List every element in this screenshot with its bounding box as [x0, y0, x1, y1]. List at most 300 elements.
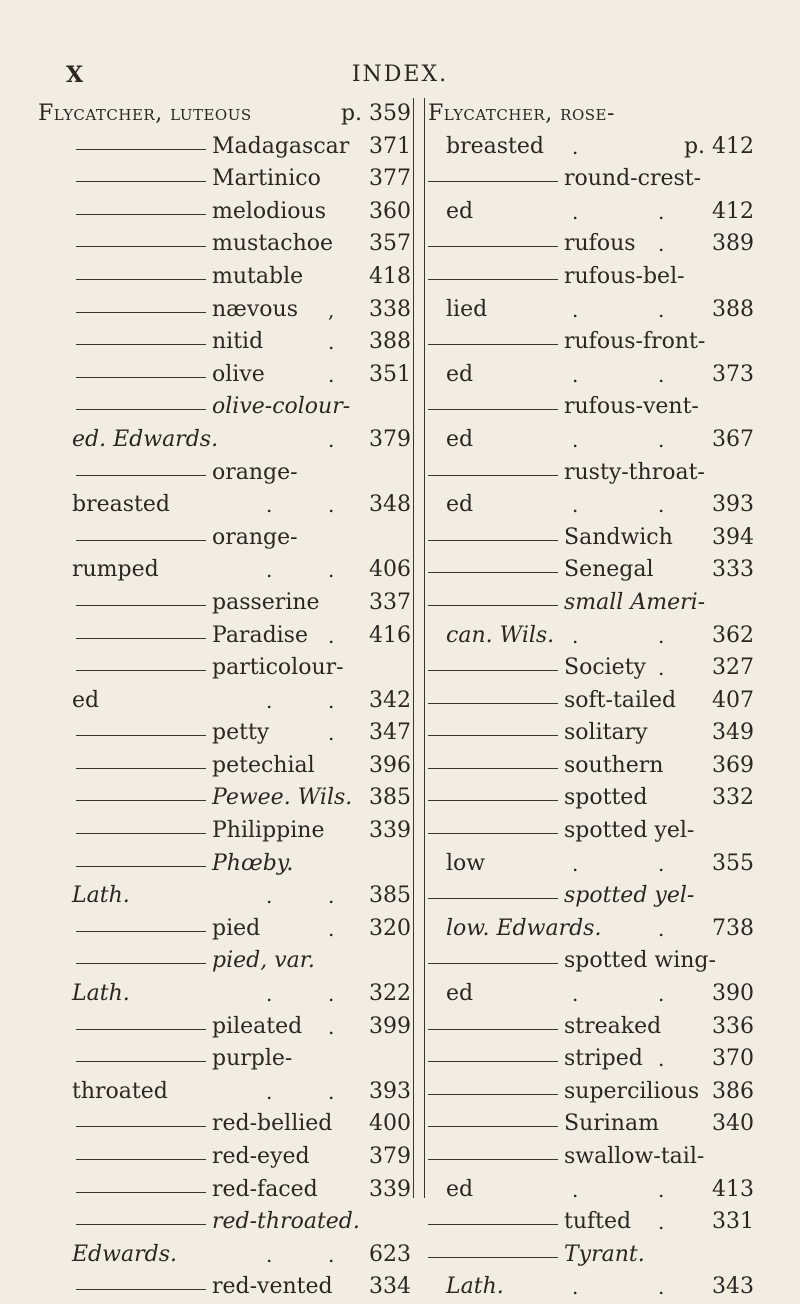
leader-dot: . — [328, 982, 335, 1007]
entry-term: Society — [564, 655, 646, 681]
page-number: 351 — [369, 361, 411, 387]
page-number: 337 — [369, 589, 411, 615]
ditto-dash — [428, 605, 558, 606]
leader-dot: . — [266, 493, 273, 518]
page-number: 343 — [712, 1274, 754, 1300]
entry-term: Lath. — [72, 883, 130, 909]
entry-term: Lath. — [446, 1274, 504, 1300]
leader-dot: . — [572, 199, 579, 224]
index-entry — [38, 750, 411, 783]
leader-dot: . — [328, 1242, 335, 1267]
ditto-dash — [428, 898, 558, 899]
page-number: 360 — [369, 198, 411, 224]
ditto-dash — [428, 1126, 558, 1127]
ditto-dash — [76, 214, 206, 215]
page-number: 367 — [712, 426, 754, 452]
page-number: 393 — [712, 492, 754, 518]
index-entry — [428, 587, 754, 620]
leader-dot: . — [328, 623, 335, 648]
page-number: 418 — [369, 263, 411, 289]
leader-dot: . — [658, 493, 665, 518]
leader-dot: . — [658, 232, 665, 257]
entry-term: ed — [446, 361, 474, 387]
entry-term: orange- — [212, 524, 298, 550]
index-entry — [38, 880, 411, 913]
page-number: 348 — [369, 492, 411, 518]
ditto-dash — [76, 246, 206, 247]
entry-term: olive-colour- — [212, 394, 351, 420]
entry-term: purple- — [212, 1046, 293, 1072]
ditto-dash — [428, 1029, 558, 1030]
entry-term: Senegal — [564, 557, 654, 583]
index-entry — [428, 98, 754, 131]
entry-term: ed — [446, 492, 474, 518]
ditto-dash — [76, 409, 206, 410]
entry-term: Edwards. — [72, 1241, 177, 1267]
ditto-dash — [428, 670, 558, 671]
index-entry — [428, 163, 754, 196]
page-number: 388 — [369, 329, 411, 355]
leader-dot: . — [266, 884, 273, 909]
entry-term: Philippine — [212, 818, 325, 844]
entry-term: pied, var. — [212, 948, 315, 974]
ditto-dash — [428, 409, 558, 410]
index-entry — [38, 424, 411, 457]
ditto-dash — [76, 1029, 206, 1030]
leader-dot: . — [658, 1210, 665, 1235]
page-number: 357 — [369, 231, 411, 257]
leader-dot: . — [328, 362, 335, 387]
ditto-dash — [76, 540, 206, 541]
index-entry — [428, 196, 754, 229]
leader-dot: . — [658, 982, 665, 1007]
entry-term: Martinico — [212, 166, 321, 192]
entry-term: spotted yel- — [564, 818, 695, 844]
leader-dot: . — [658, 427, 665, 452]
leader-dot: . — [328, 427, 335, 452]
page-number: 320 — [369, 915, 411, 941]
entry-term: Paradise — [212, 622, 308, 648]
index-entry — [428, 522, 754, 555]
index-entry — [428, 978, 754, 1011]
entry-term: Surinam — [564, 1111, 659, 1137]
leader-dot: . — [266, 982, 273, 1007]
index-entry — [38, 620, 411, 653]
entry-term: Flycatcher, rose- — [428, 101, 615, 126]
index-entry — [428, 1174, 754, 1207]
page-number: 369 — [712, 752, 754, 778]
entry-term: red-vented — [212, 1274, 333, 1300]
entry-term: nævous — [212, 296, 298, 322]
index-entry — [38, 1271, 411, 1304]
entry-term: rufous — [564, 231, 636, 257]
ditto-dash — [76, 800, 206, 801]
leader-dot: . — [572, 427, 579, 452]
leader-dot: . — [572, 623, 579, 648]
index-entry — [428, 652, 754, 685]
column-divider — [413, 98, 425, 1198]
index-entry — [38, 1206, 411, 1239]
page-number: 347 — [369, 720, 411, 746]
entry-term: rufous-front- — [564, 329, 706, 355]
entry-term: throated — [72, 1078, 168, 1104]
index-entry — [428, 1141, 754, 1174]
page-number: 373 — [712, 361, 754, 387]
index-entry — [38, 359, 411, 392]
leader-dot: . — [572, 851, 579, 876]
entry-term: particolour- — [212, 655, 344, 681]
leader-dot: . — [572, 134, 579, 159]
ditto-dash — [76, 638, 206, 639]
entry-term: rufous-vent- — [564, 394, 699, 420]
leader-dot: . — [658, 1177, 665, 1202]
entry-term: Lath. — [72, 981, 130, 1007]
entry-term: melodious — [212, 198, 326, 224]
index-entry — [38, 1043, 411, 1076]
leader-dot: . — [658, 1275, 665, 1300]
entry-term: ed — [72, 687, 100, 713]
page-number: 339 — [369, 1176, 411, 1202]
entry-term: nitid — [212, 329, 264, 355]
leader-dot: . — [328, 1014, 335, 1039]
page-number: 332 — [712, 785, 754, 811]
entry-term: petty — [212, 720, 270, 746]
page-number: 336 — [712, 1013, 754, 1039]
page-number: 340 — [712, 1111, 754, 1137]
entry-term: streaked — [564, 1013, 662, 1039]
page-title: INDEX. — [351, 62, 449, 87]
ditto-dash — [428, 1257, 558, 1258]
entry-term: petechial — [212, 752, 315, 778]
ditto-dash — [76, 605, 206, 606]
ditto-dash — [428, 181, 558, 182]
leader-dot: . — [658, 656, 665, 681]
leader-dot: . — [572, 362, 579, 387]
entry-term: lied — [446, 296, 488, 322]
page-number: 412 — [712, 198, 754, 224]
entry-term: red-eyed — [212, 1144, 310, 1169]
index-entry — [38, 131, 411, 164]
page-number: 388 — [712, 296, 754, 322]
entry-term: round-crest- — [564, 166, 702, 192]
index-entry — [428, 391, 754, 424]
page-number: 377 — [369, 166, 411, 192]
ditto-dash — [76, 1192, 206, 1193]
entry-term: red-bellied — [212, 1111, 333, 1137]
entry-term: Pewee. Wils. — [212, 785, 353, 811]
entry-term: can. Wils. — [446, 622, 555, 648]
page-number: 385 — [369, 785, 411, 811]
page-number: 334 — [369, 1274, 411, 1300]
index-entry — [38, 522, 411, 555]
entry-term: rufous-bel- — [564, 263, 685, 289]
index-entry — [428, 131, 754, 164]
index-entry — [428, 913, 754, 946]
left-index-column — [38, 98, 411, 1304]
index-entry — [38, 945, 411, 978]
entry-term: ed. Edwards. — [72, 426, 219, 452]
ditto-dash — [428, 572, 558, 573]
index-entry — [38, 163, 411, 196]
leader-dot: . — [572, 1275, 579, 1300]
leader-dot: . — [572, 1177, 579, 1202]
index-entry — [428, 294, 754, 327]
page-number: 407 — [712, 687, 754, 713]
page-number: 406 — [369, 557, 411, 583]
page-number: 393 — [369, 1078, 411, 1104]
ditto-dash — [76, 833, 206, 834]
index-entry — [428, 457, 754, 490]
index-entry — [428, 1043, 754, 1076]
right-index-column — [428, 98, 754, 1304]
leader-dot: . — [328, 330, 335, 355]
ditto-dash — [428, 279, 558, 280]
page-letter: X — [66, 62, 84, 88]
entry-term: Phœby. — [212, 850, 294, 876]
index-entry — [428, 228, 754, 261]
index-entry — [428, 261, 754, 294]
index-entry — [38, 1076, 411, 1109]
entry-term: red-throated. — [212, 1209, 360, 1235]
index-entry — [428, 554, 754, 587]
leader-dot: . — [572, 982, 579, 1007]
entry-term: ed — [446, 1176, 474, 1202]
leader-dot: . — [658, 297, 665, 322]
ditto-dash — [76, 1126, 206, 1127]
ditto-dash — [76, 931, 206, 932]
ditto-dash — [76, 1061, 206, 1062]
entry-term: Flycatcher, luteous — [38, 101, 252, 126]
page-number: 327 — [712, 655, 754, 681]
entry-term: ed — [446, 426, 474, 452]
page-number: 379 — [369, 426, 411, 452]
index-entry — [428, 1271, 754, 1304]
ditto-dash — [76, 377, 206, 378]
page-number: 379 — [369, 1144, 411, 1169]
leader-dot: . — [658, 851, 665, 876]
page-number: p. 359 — [340, 101, 411, 126]
entry-term: passerine — [212, 589, 320, 615]
ditto-dash — [76, 866, 206, 867]
ditto-dash — [428, 800, 558, 801]
index-entry — [38, 391, 411, 424]
leader-dot: . — [266, 1079, 273, 1104]
page-number: 339 — [369, 818, 411, 844]
entry-term: ed — [446, 198, 474, 224]
index-entry — [428, 750, 754, 783]
index-entry — [38, 294, 411, 327]
leader-dot: . — [658, 623, 665, 648]
leader-dot: . — [266, 558, 273, 583]
ditto-dash — [76, 670, 206, 671]
ditto-dash — [428, 1094, 558, 1095]
index-entry — [38, 782, 411, 815]
entry-term: breasted — [446, 133, 544, 159]
entry-term: small Ameri- — [564, 589, 706, 615]
index-entry — [38, 326, 411, 359]
entry-term: low. Edwards. — [446, 915, 602, 941]
index-entry — [428, 782, 754, 815]
entry-term: olive — [212, 361, 265, 387]
index-entry — [38, 1108, 411, 1141]
page-number: 394 — [712, 524, 754, 550]
index-entry — [38, 913, 411, 946]
page-number: 396 — [369, 752, 411, 778]
entry-term: tufted — [564, 1209, 632, 1235]
index-entry — [38, 98, 411, 131]
entry-term: solitary — [564, 720, 648, 746]
leader-dot: . — [658, 199, 665, 224]
index-entry — [428, 326, 754, 359]
entry-term: supercilious — [564, 1078, 700, 1104]
leader-dot: . — [266, 688, 273, 713]
page-number: 623 — [369, 1241, 411, 1267]
index-entry — [428, 815, 754, 848]
index-entry — [428, 424, 754, 457]
page-number: 385 — [369, 883, 411, 909]
page-number: 338 — [369, 296, 411, 322]
ditto-dash — [428, 246, 558, 247]
index-entry — [38, 457, 411, 490]
leader-dot: . — [328, 1079, 335, 1104]
ditto-dash — [428, 475, 558, 476]
page-number: 362 — [712, 622, 754, 648]
entry-term: mustachoe — [212, 231, 334, 257]
page-number: 355 — [712, 850, 754, 876]
index-entry — [38, 1011, 411, 1044]
page-number: 390 — [712, 981, 754, 1007]
entry-term: rumped — [72, 557, 159, 583]
leader-dot: . — [328, 916, 335, 941]
leader-dot: . — [266, 1242, 273, 1267]
ditto-dash — [76, 279, 206, 280]
entry-term: striped — [564, 1046, 643, 1072]
index-entry — [428, 359, 754, 392]
entry-term: low — [446, 850, 486, 876]
ditto-dash — [428, 735, 558, 736]
page-header — [0, 62, 800, 92]
index-entry — [38, 196, 411, 229]
index-entry — [428, 1239, 754, 1272]
ditto-dash — [76, 149, 206, 150]
index-entry — [38, 717, 411, 750]
leader-dot: . — [328, 493, 335, 518]
index-entry — [428, 880, 754, 913]
ditto-dash — [76, 963, 206, 964]
leader-dot: . — [328, 721, 335, 746]
entry-term: Madagascar — [212, 133, 350, 159]
ditto-dash — [428, 768, 558, 769]
ditto-dash — [428, 703, 558, 704]
leader-dot: , — [328, 297, 335, 322]
index-entry — [428, 489, 754, 522]
index-entry — [428, 1206, 754, 1239]
leader-dot: . — [328, 884, 335, 909]
entry-term: ed — [446, 981, 474, 1007]
ditto-dash — [76, 1224, 206, 1225]
index-entry — [428, 620, 754, 653]
ditto-dash — [76, 475, 206, 476]
index-entry — [38, 1239, 411, 1272]
index-entry — [428, 685, 754, 718]
index-entry — [428, 1011, 754, 1044]
page-number: 322 — [369, 981, 411, 1007]
ditto-dash — [428, 1061, 558, 1062]
page-number: 399 — [369, 1013, 411, 1039]
entry-term: spotted wing- — [564, 948, 716, 974]
index-entry — [38, 1141, 411, 1174]
ditto-dash — [76, 344, 206, 345]
entry-term: Sandwich — [564, 524, 673, 550]
index-entry — [38, 848, 411, 881]
index-entry — [38, 1174, 411, 1207]
entry-term: pileated — [212, 1013, 303, 1039]
leader-dot: . — [572, 297, 579, 322]
index-entry — [38, 815, 411, 848]
index-entry — [38, 978, 411, 1011]
page-number: 349 — [712, 720, 754, 746]
ditto-dash — [428, 963, 558, 964]
page-number: 370 — [712, 1046, 754, 1072]
entry-term: spotted yel- — [564, 883, 695, 909]
index-entry — [428, 848, 754, 881]
page-number: 333 — [712, 557, 754, 583]
leader-dot: . — [328, 558, 335, 583]
entry-term: soft-tailed — [564, 687, 677, 713]
index-entry — [38, 554, 411, 587]
page-number: 416 — [369, 622, 411, 648]
page-number: 413 — [712, 1176, 754, 1202]
index-entry — [38, 652, 411, 685]
index-entry — [38, 261, 411, 294]
index-entry — [38, 587, 411, 620]
ditto-dash — [428, 1224, 558, 1225]
ditto-dash — [428, 833, 558, 834]
page-number: 342 — [369, 687, 411, 713]
ditto-dash — [428, 1159, 558, 1160]
index-entry — [38, 228, 411, 261]
index-entry — [428, 1108, 754, 1141]
ditto-dash — [428, 540, 558, 541]
index-entry — [38, 489, 411, 522]
page-number: 738 — [712, 915, 754, 941]
entry-term: rusty-throat- — [564, 459, 705, 485]
entry-term: breasted — [72, 492, 170, 518]
entry-term: spotted — [564, 785, 648, 811]
ditto-dash — [428, 344, 558, 345]
entry-term: pied — [212, 915, 261, 941]
page-number: p. 412 — [683, 133, 754, 159]
entry-term: swallow-tail- — [564, 1144, 705, 1169]
index-entry — [428, 717, 754, 750]
ditto-dash — [76, 312, 206, 313]
ditto-dash — [76, 1289, 206, 1290]
leader-dot: . — [658, 362, 665, 387]
leader-dot: . — [572, 493, 579, 518]
ditto-dash — [76, 735, 206, 736]
entry-term: red-faced — [212, 1176, 318, 1202]
leader-dot: . — [658, 916, 665, 941]
ditto-dash — [76, 1159, 206, 1160]
leader-dot: . — [328, 688, 335, 713]
entry-term: southern — [564, 752, 664, 778]
index-entry — [428, 1076, 754, 1109]
index-entry — [428, 945, 754, 978]
ditto-dash — [76, 181, 206, 182]
page-number: 389 — [712, 231, 754, 257]
entry-term: Tyrant. — [564, 1241, 645, 1267]
entry-term: orange- — [212, 459, 298, 485]
